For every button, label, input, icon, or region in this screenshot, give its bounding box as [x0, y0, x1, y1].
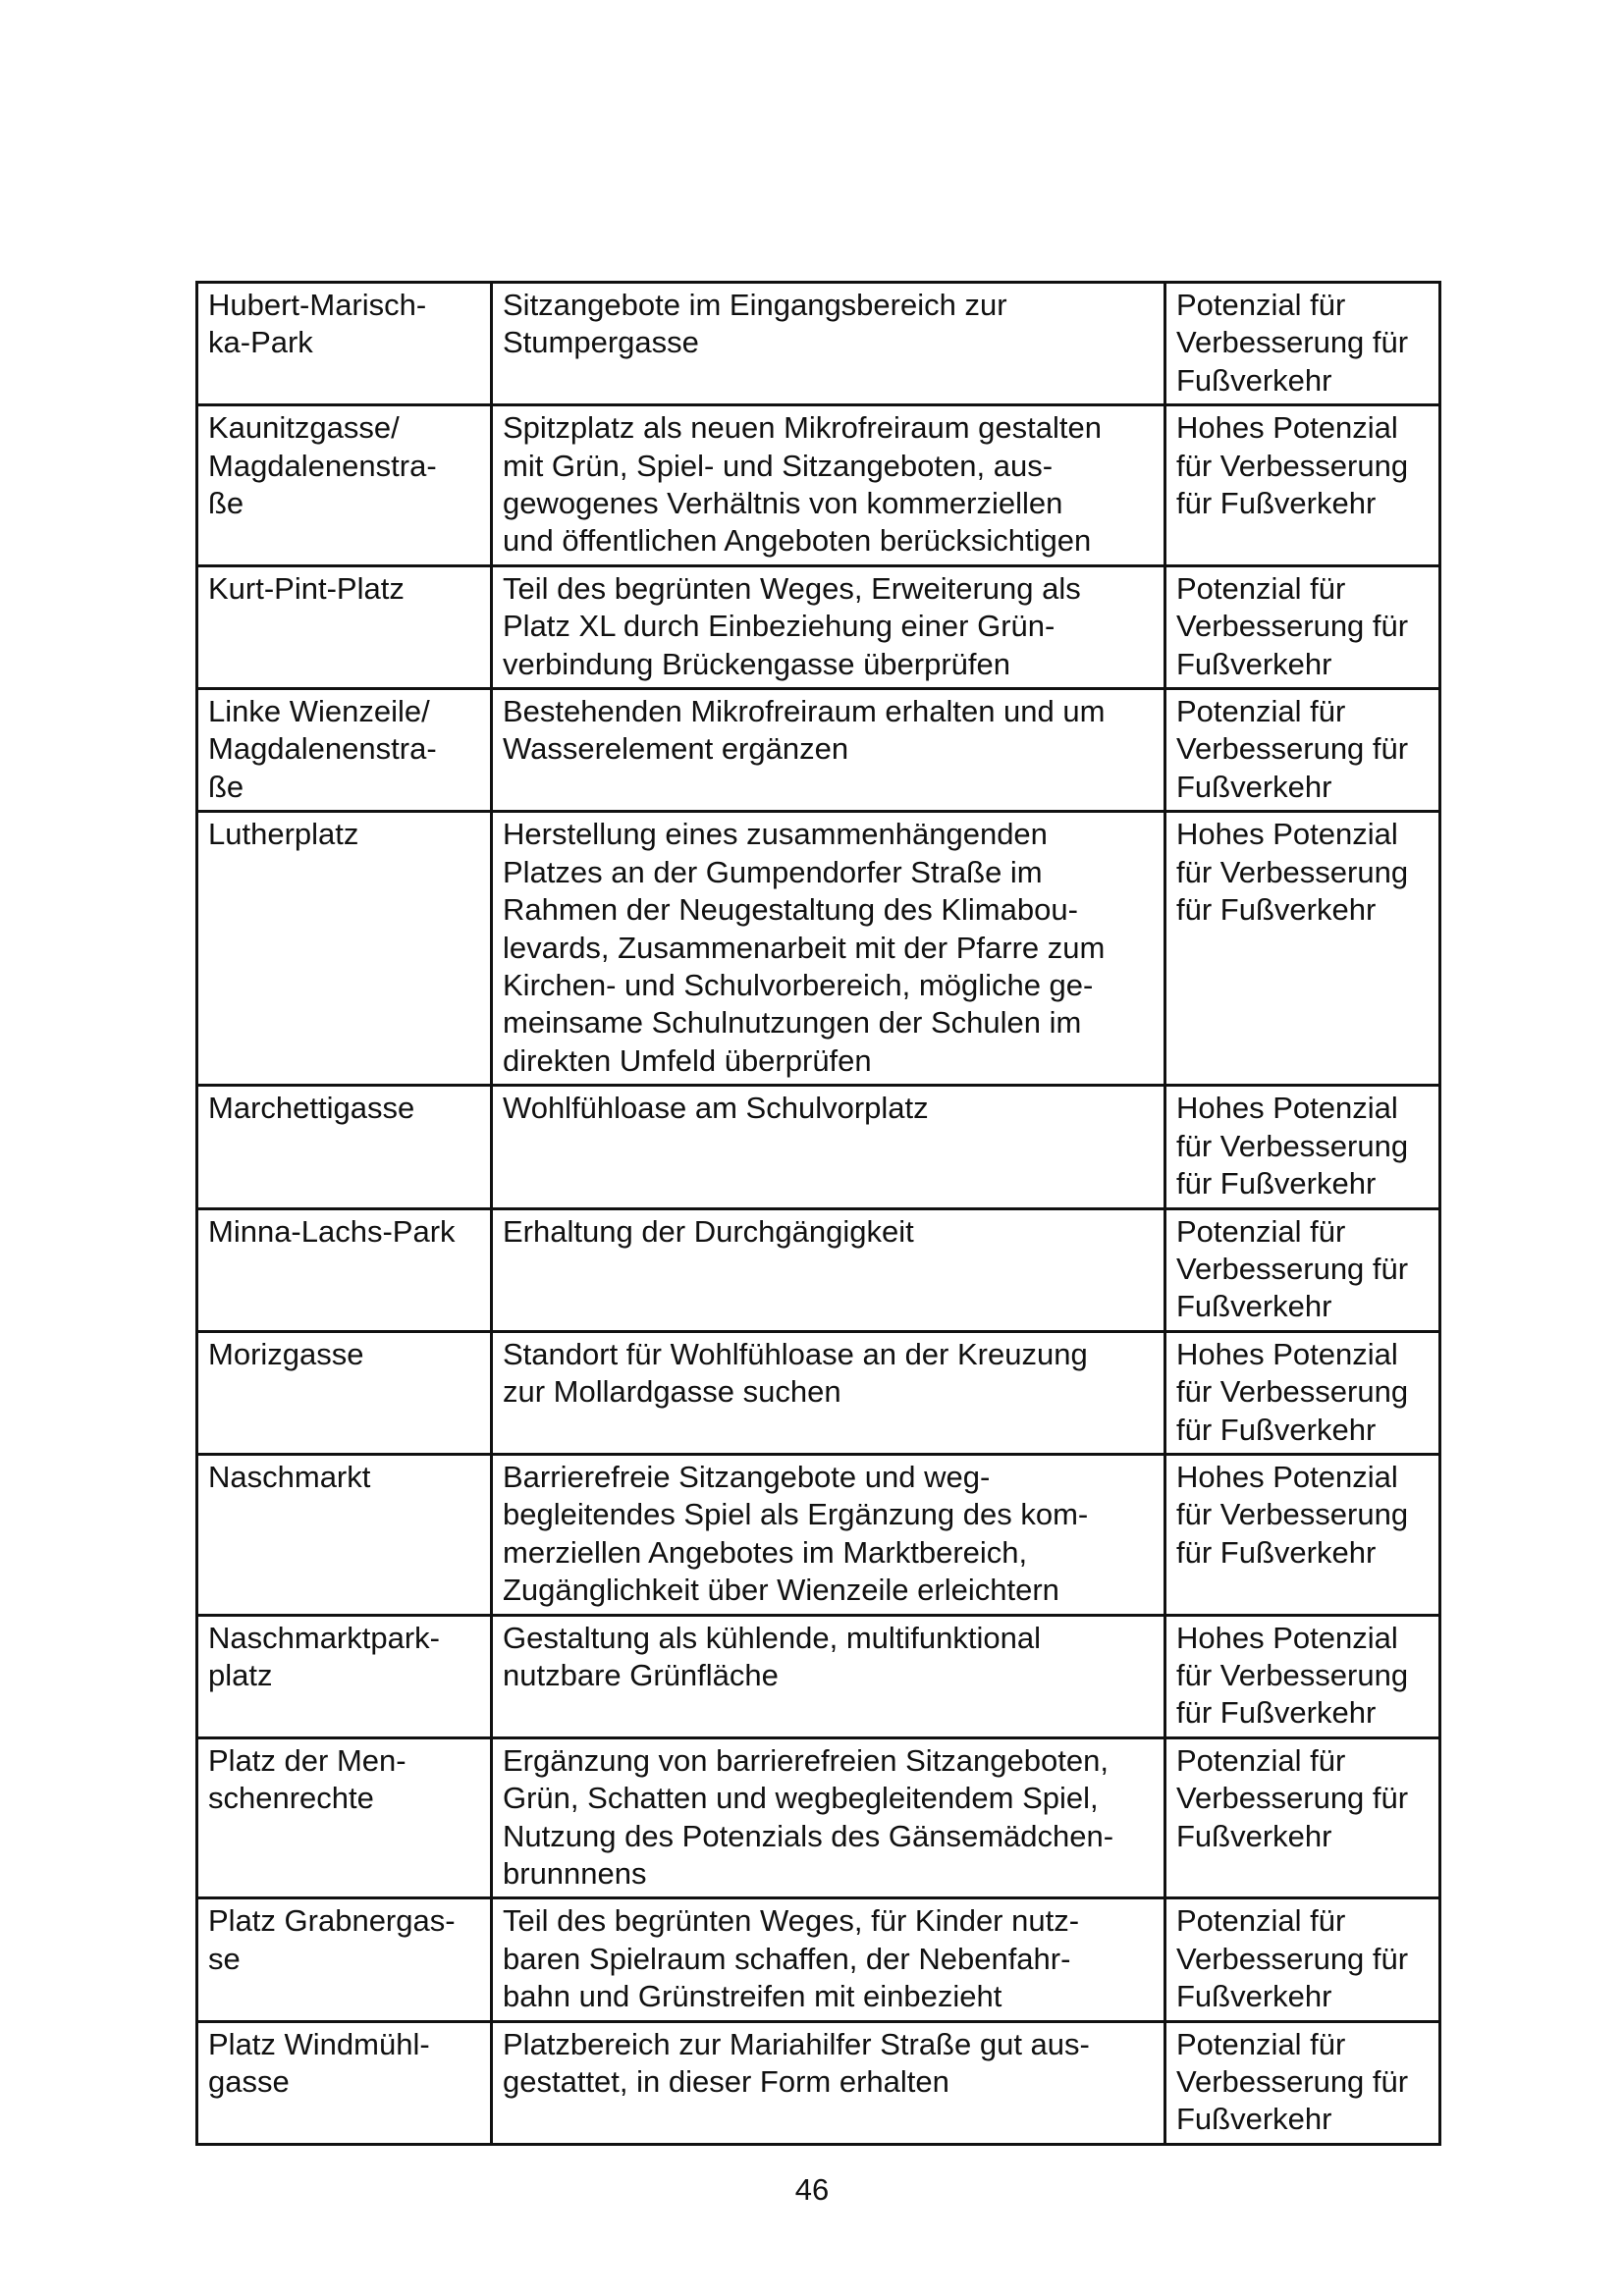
table-row — [197, 1454, 1440, 1615]
place-cell: Minna-Lachs-Park — [197, 1208, 492, 1331]
potential-cell: Potenzial für Verbesserung für Fußverkehr — [1165, 1737, 1440, 1898]
measure-cell: Sitzangebote im Eingangsbereich zur Stumpergasse — [492, 283, 1165, 405]
measure-cell: Teil des begrünten Weges, für Kinder nutz- baren Spielraum schaffen, der Nebenfahr- bahn und Grünstreifen mit einbezieht — [492, 1898, 1165, 2021]
table-row — [197, 1086, 1440, 1208]
page-number: 46 — [794, 2172, 830, 2207]
place-cell: Lutherplatz — [197, 812, 492, 1086]
measure-cell: Gestaltung als kühlende, multifunktional nutzbare Grünfläche — [492, 1615, 1165, 1737]
measure-cell: Teil des begrünten Weges, Erweiterung als Platz XL durch Einbeziehung einer Grün- verbindung Brückengasse überprüfen — [492, 565, 1165, 688]
potential-cell: Hohes Potenzial für Verbesserung für Fußverkehr — [1165, 1331, 1440, 1454]
potential-cell: Potenzial für Verbesserung für Fußverkehr — [1165, 283, 1440, 405]
potential-cell: Potenzial für Verbesserung für Fußverkehr — [1165, 565, 1440, 688]
table-row — [197, 2021, 1440, 2144]
measure-cell: Ergänzung von barrierefreien Sitzangeboten, Grün, Schatten und wegbegleitendem Spiel, Nutzung des Potenzials des Gänsemädchen- brunnnens — [492, 1737, 1165, 1898]
potential-cell: Potenzial für Verbesserung für Fußverkehr — [1165, 689, 1440, 812]
measures-table — [195, 281, 1441, 2146]
place-cell: Platz Windmühl- gasse — [197, 2021, 492, 2144]
potential-cell: Hohes Potenzial für Verbesserung für Fußverkehr — [1165, 1454, 1440, 1615]
place-cell: Kaunitzgasse/ Magdalenenstra- ße — [197, 405, 492, 566]
table-row — [197, 405, 1440, 566]
measure-cell: Platzbereich zur Mariahilfer Straße gut aus- gestattet, in dieser Form erhalten — [492, 2021, 1165, 2144]
table-row — [197, 283, 1440, 405]
measure-cell: Bestehenden Mikrofreiraum erhalten und um Wasserelement ergänzen — [492, 689, 1165, 812]
place-cell: Platz der Men- schenrechte — [197, 1737, 492, 1898]
measure-cell: Standort für Wohlfühloase an der Kreuzung zur Mollardgasse suchen — [492, 1331, 1165, 1454]
table-row — [197, 1331, 1440, 1454]
place-cell: Marchettigasse — [197, 1086, 492, 1208]
table-row — [197, 1898, 1440, 2021]
table-row — [197, 565, 1440, 688]
measure-cell: Erhaltung der Durchgängigkeit — [492, 1208, 1165, 1331]
table-row — [197, 1615, 1440, 1737]
table-row — [197, 689, 1440, 812]
place-cell: Hubert-Marisch- ka-Park — [197, 283, 492, 405]
place-cell: Morizgasse — [197, 1331, 492, 1454]
measure-cell: Spitzplatz als neuen Mikrofreiraum gestalten mit Grün, Spiel- und Sitzangeboten, aus- gewogenes Verhältnis von kommerziellen und öffentlichen Angeboten berücksichtigen — [492, 405, 1165, 566]
place-cell: Naschmarktpark- platz — [197, 1615, 492, 1737]
potential-cell: Potenzial für Verbesserung für Fußverkehr — [1165, 2021, 1440, 2144]
potential-cell: Hohes Potenzial für Verbesserung für Fußverkehr — [1165, 405, 1440, 566]
measure-cell: Barrierefreie Sitzangebote und weg- begleitendes Spiel als Ergänzung des kom- merziellen Angebotes im Marktbereich, Zugänglichkeit über Wienzeile erleichtern — [492, 1454, 1165, 1615]
place-cell: Kurt-Pint-Platz — [197, 565, 492, 688]
place-cell: Linke Wienzeile/ Magdalenenstra- ße — [197, 689, 492, 812]
measure-cell: Wohlfühloase am Schulvorplatz — [492, 1086, 1165, 1208]
measure-cell: Herstellung eines zusammenhängenden Platzes an der Gumpendorfer Straße im Rahmen der Neugestaltung des Klimabou- levards, Zusammenarbeit mit der Pfarre zum Kirchen- und Schulvorbereich, mögliche ge- meinsame Schulnutzungen der Schulen im direkten Umfeld überprüfen — [492, 812, 1165, 1086]
potential-cell: Potenzial für Verbesserung für Fußverkehr — [1165, 1208, 1440, 1331]
potential-cell: Hohes Potenzial für Verbesserung für Fußverkehr — [1165, 1086, 1440, 1208]
potential-cell: Potenzial für Verbesserung für Fußverkehr — [1165, 1898, 1440, 2021]
place-cell: Naschmarkt — [197, 1454, 492, 1615]
place-cell: Platz Grabnergas- se — [197, 1898, 492, 2021]
table-row — [197, 812, 1440, 1086]
table-row — [197, 1208, 1440, 1331]
table-row — [197, 1737, 1440, 1898]
potential-cell: Hohes Potenzial für Verbesserung für Fußverkehr — [1165, 812, 1440, 1086]
potential-cell: Hohes Potenzial für Verbesserung für Fußverkehr — [1165, 1615, 1440, 1737]
